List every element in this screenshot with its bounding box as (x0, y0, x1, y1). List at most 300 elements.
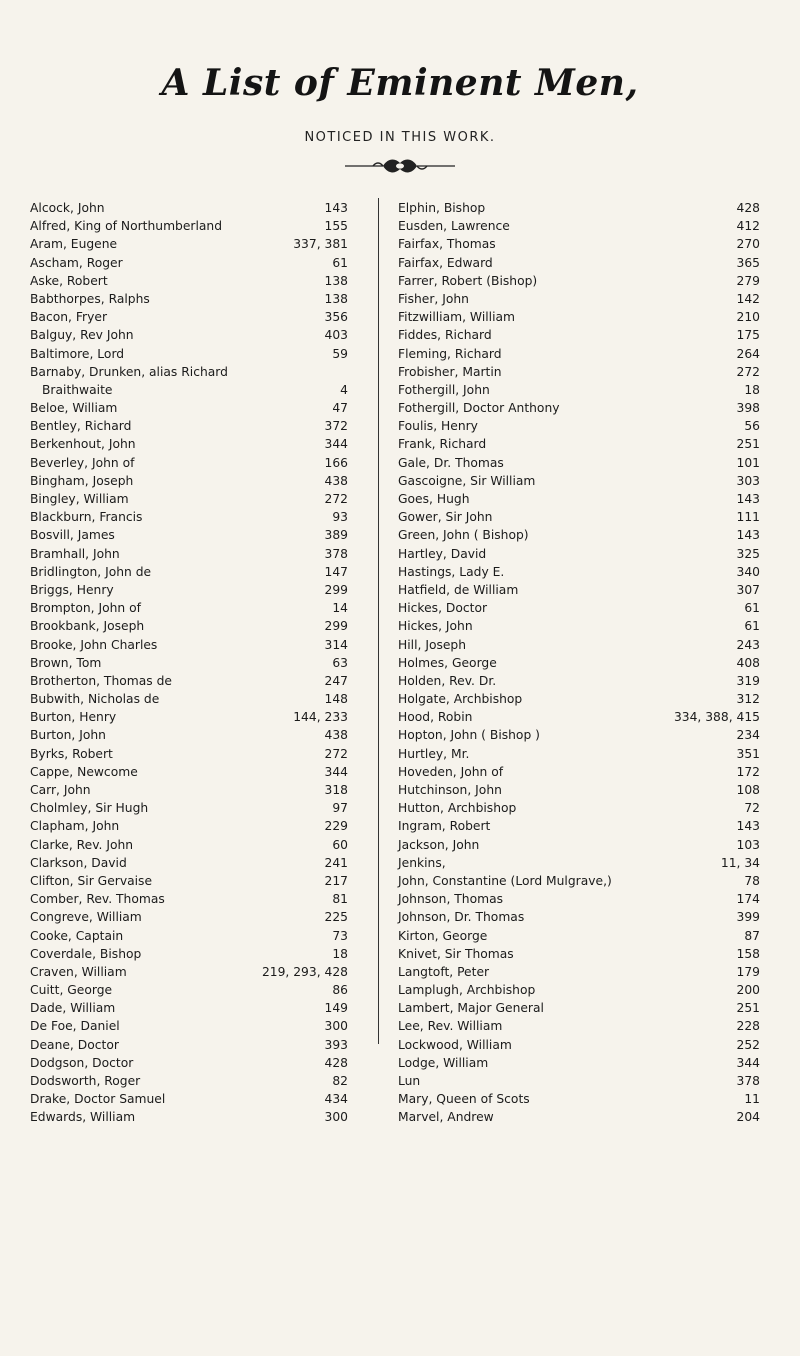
entry-pages: 4 (340, 382, 348, 397)
entry-pages: 86 (332, 983, 348, 998)
index-entry (30, 890, 348, 908)
index-entry (30, 836, 348, 854)
index-entry (30, 563, 348, 581)
entry-name: Langtoft, Peter (398, 964, 490, 979)
index-entry (398, 636, 760, 654)
entry-pages: 337, 381 (293, 237, 348, 252)
entry-pages: 60 (332, 837, 348, 852)
index-entry (30, 508, 348, 526)
index-entry (398, 617, 760, 635)
entry-pages: 241 (324, 855, 348, 870)
entry-pages: 408 (736, 655, 760, 670)
index-entry (30, 417, 348, 435)
entry-name: Bubwith, Nicholas de (30, 692, 160, 707)
entry-pages: 204 (736, 1110, 760, 1125)
entry-name: Johnson, Thomas (398, 892, 504, 907)
entry-name: Green, John ( Bishop) (398, 528, 529, 543)
index-entry (30, 999, 348, 1017)
index-entry (30, 381, 348, 399)
entry-pages: 344 (324, 764, 348, 779)
entry-pages: 319 (736, 673, 760, 688)
entry-pages: 143 (736, 819, 760, 834)
index-entry (398, 581, 760, 599)
entry-pages: 438 (324, 473, 348, 488)
entry-pages: 78 (744, 873, 760, 888)
entry-pages: 81 (332, 892, 348, 907)
entry-name: Elphin, Bishop (398, 201, 486, 215)
column-divider (378, 198, 379, 1044)
index-entry (30, 199, 348, 217)
entry-pages: 300 (324, 1110, 348, 1125)
entry-name: Lambert, Major General (398, 1001, 544, 1016)
entry-name: Clarkson, David (30, 855, 127, 870)
index-entry (30, 817, 348, 835)
index-entry (398, 1108, 760, 1126)
index-entry (30, 545, 348, 563)
index-entry (398, 290, 760, 308)
index-entry (398, 781, 760, 799)
entry-name: Cuitt, George (30, 983, 113, 998)
entry-name: Brompton, John of (30, 601, 141, 616)
entry-name: Aram, Eugene (30, 237, 118, 252)
entry-name: Coverdale, Bishop (30, 946, 142, 961)
index-entry (398, 708, 760, 726)
index-entry (398, 490, 760, 508)
index-entry (398, 345, 760, 363)
scroll-ornament-icon (343, 155, 457, 177)
entry-name: Baltimore, Lord (30, 346, 125, 361)
index-entry (30, 781, 348, 799)
index-entry (398, 545, 760, 563)
entry-name: Dodgson, Doctor (30, 1055, 134, 1070)
index-entry (30, 290, 348, 308)
index-entry (398, 272, 760, 290)
index-entry (398, 435, 760, 453)
entry-name: Hutchinson, John (398, 783, 502, 797)
index-entry (30, 1090, 348, 1108)
entry-name: Beloe, William (30, 401, 118, 416)
index-entry (30, 254, 348, 272)
index-entry (398, 508, 760, 526)
index-entry (398, 1090, 760, 1108)
index-entry (398, 235, 760, 253)
index-entry (30, 908, 348, 926)
entry-pages: 428 (736, 201, 760, 215)
entry-pages: 403 (324, 328, 348, 343)
entry-name: Frobisher, Martin (398, 364, 502, 379)
index-entry (30, 326, 348, 344)
entry-pages: 97 (332, 801, 348, 816)
index-entry (398, 1017, 760, 1035)
entry-name: Bosvill, James (30, 528, 115, 543)
index-entry (30, 617, 348, 635)
index-entry (398, 745, 760, 763)
entry-name: Lee, Rev. William (398, 1019, 503, 1034)
index-entry (30, 399, 348, 417)
index-entry (30, 726, 348, 744)
entry-pages: 166 (324, 455, 348, 470)
entry-pages: 303 (736, 473, 760, 488)
index-entry (398, 472, 760, 490)
entry-name: Cappe, Newcome (30, 764, 138, 779)
index-entry (30, 654, 348, 672)
entry-pages: 174 (736, 892, 760, 907)
entry-pages: 82 (332, 1074, 348, 1088)
entry-pages: 93 (332, 510, 348, 525)
entry-pages: 378 (736, 1074, 760, 1088)
entry-name: Lodge, William (398, 1055, 489, 1070)
entry-name: Clifton, Sir Gervaise (30, 873, 153, 888)
entry-pages: 61 (332, 255, 348, 270)
entry-name: Eusden, Lawrence (398, 219, 510, 234)
index-entry (30, 472, 348, 490)
index-entry (398, 963, 760, 981)
index-entry (30, 672, 348, 690)
entry-pages: 142 (736, 291, 760, 306)
entry-pages: 217 (324, 873, 348, 888)
entry-name: Comber, Rev. Thomas (30, 892, 165, 907)
entry-name: Bingley, William (30, 492, 129, 506)
index-entry (398, 890, 760, 908)
entry-name: Frank, Richard (398, 437, 487, 452)
entry-name: Fairfax, Thomas (398, 237, 496, 252)
index-entry (30, 1036, 348, 1054)
index-entry (398, 854, 760, 872)
index-entry (398, 1054, 760, 1072)
entry-pages: 59 (332, 346, 348, 361)
entry-name: Brooke, John Charles (30, 637, 158, 652)
entry-pages: 264 (736, 346, 760, 361)
index-entry (30, 1072, 348, 1090)
index-entry (398, 1036, 760, 1054)
index-entry (398, 945, 760, 963)
right-index-column (398, 199, 760, 1127)
entry-name: Alfred, King of Northumberland (30, 219, 223, 234)
entry-pages: 252 (736, 1037, 760, 1052)
entry-name: Fiddes, Richard (398, 328, 492, 343)
entry-pages: 393 (324, 1037, 348, 1052)
entry-pages: 312 (736, 692, 760, 707)
index-entry (398, 326, 760, 344)
entry-pages: 299 (324, 619, 348, 634)
index-entry (398, 217, 760, 235)
entry-name: Clarke, Rev. John (30, 837, 134, 852)
index-entry (30, 636, 348, 654)
entry-pages: 172 (736, 764, 760, 779)
entry-name: Dodsworth, Roger (30, 1074, 141, 1088)
index-entry (398, 399, 760, 417)
entry-name: Gascoigne, Sir William (398, 473, 536, 488)
entry-pages: 272 (324, 746, 348, 761)
index-entry (398, 836, 760, 854)
entry-pages: 344 (324, 437, 348, 452)
entry-pages: 234 (736, 728, 760, 743)
entry-pages: 412 (736, 219, 760, 234)
entry-pages: 356 (324, 310, 348, 325)
index-entry (30, 435, 348, 453)
entry-pages: 87 (744, 928, 760, 943)
entry-name: Ingram, Robert (398, 819, 491, 834)
entry-name: Hood, Robin (398, 710, 473, 725)
entry-name: Clapham, John (30, 819, 120, 834)
entry-pages: 389 (324, 528, 348, 543)
index-entry (398, 672, 760, 690)
index-entry (398, 526, 760, 544)
entry-pages: 243 (736, 637, 760, 652)
entry-pages: 251 (736, 437, 760, 452)
entry-name: Hurtley, Mr. (398, 746, 470, 761)
entry-pages: 61 (744, 601, 760, 616)
index-entry (30, 363, 348, 381)
entry-pages: 228 (736, 1019, 760, 1034)
entry-name: Lun (398, 1074, 421, 1088)
entry-name: Farrer, Robert (Bishop) (398, 273, 538, 288)
entry-name: Marvel, Andrew (398, 1110, 494, 1125)
entry-name: Hoveden, John of (398, 764, 504, 779)
index-entry (398, 1072, 760, 1090)
index-entry (30, 799, 348, 817)
index-entry (398, 981, 760, 999)
index-entry (30, 872, 348, 890)
index-entry (398, 454, 760, 472)
entry-name: Jenkins, (398, 855, 446, 870)
index-entry (398, 927, 760, 945)
index-entry (398, 908, 760, 926)
index-entry (30, 1017, 348, 1035)
index-entry (398, 799, 760, 817)
entry-pages: 434 (324, 1092, 348, 1107)
entry-name: Bridlington, John de (30, 564, 152, 579)
index-entry (30, 217, 348, 235)
entry-pages: 438 (324, 728, 348, 743)
entry-name: Gale, Dr. Thomas (398, 455, 504, 470)
entry-pages: 147 (324, 564, 348, 579)
entry-pages: 138 (324, 291, 348, 306)
entry-name: Barnaby, Drunken, alias Richard (30, 364, 228, 379)
entry-name: Gower, Sir John (398, 510, 493, 525)
index-entry (30, 1054, 348, 1072)
entry-pages: 143 (736, 528, 760, 543)
entry-name: Fothergill, John (398, 382, 490, 397)
entry-pages: 143 (324, 201, 348, 215)
entry-pages: 251 (736, 1001, 760, 1016)
entry-name: John, Constantine (Lord Mulgrave,) (398, 873, 612, 888)
entry-pages: 179 (736, 964, 760, 979)
entry-name: Hickes, Doctor (398, 601, 488, 616)
index-entry (30, 745, 348, 763)
index-entry (398, 308, 760, 326)
index-entry (398, 654, 760, 672)
entry-name: Lockwood, William (398, 1037, 512, 1052)
entry-pages: 111 (736, 510, 760, 525)
entry-pages: 219, 293, 428 (261, 964, 348, 979)
index-entry (398, 690, 760, 708)
entry-name: Hartley, David (398, 546, 487, 561)
entry-name: Goes, Hugh (398, 492, 470, 506)
entry-pages: 398 (736, 401, 760, 416)
entry-name: Brown, Tom (30, 655, 102, 670)
entry-pages: 47 (332, 401, 348, 416)
entry-name: Fairfax, Edward (398, 255, 493, 270)
entry-pages: 158 (736, 946, 760, 961)
entry-name: Brookbank, Joseph (30, 619, 145, 634)
index-entry (398, 763, 760, 781)
index-entry (30, 599, 348, 617)
entry-name: Holden, Rev. Dr. (398, 673, 497, 688)
entry-pages: 272 (324, 492, 348, 506)
page-title: A List of Eminent Men, (161, 62, 639, 104)
entry-pages: 378 (324, 546, 348, 561)
entry-pages: 351 (736, 746, 760, 761)
index-entry (398, 872, 760, 890)
entry-pages: 103 (736, 837, 760, 852)
entry-name: Balguy, Rev John (30, 328, 134, 343)
entry-name: Fisher, John (398, 291, 469, 306)
index-entry (30, 581, 348, 599)
index-entry (30, 526, 348, 544)
entry-pages: 11 (744, 1092, 760, 1107)
entry-pages: 144, 233 (293, 710, 348, 725)
entry-pages: 272 (736, 364, 760, 379)
entry-name: Craven, William (30, 964, 127, 979)
entry-name: Bacon, Fryer (30, 310, 107, 325)
entry-pages: 365 (736, 255, 760, 270)
entry-name: Hill, Joseph (398, 637, 467, 652)
index-entry (30, 308, 348, 326)
index-entry (30, 1108, 348, 1126)
index-entry (398, 199, 760, 217)
entry-pages: 334, 388, 415 (673, 710, 760, 725)
entry-pages: 247 (324, 673, 348, 688)
entry-name: Carr, John (30, 783, 91, 797)
entry-name: Briggs, Henry (30, 582, 114, 597)
index-entry (398, 417, 760, 435)
entry-pages: 72 (744, 801, 760, 816)
entry-pages: 340 (736, 564, 760, 579)
entry-name: Cooke, Captain (30, 928, 124, 943)
index-entry (30, 708, 348, 726)
entry-name: Aske, Robert (30, 273, 108, 288)
entry-pages: 229 (324, 819, 348, 834)
index-entry (30, 454, 348, 472)
index-entry (30, 927, 348, 945)
index-entry (398, 599, 760, 617)
entry-name: Congreve, William (30, 910, 142, 925)
entry-pages: 344 (736, 1055, 760, 1070)
entry-pages: 11, 34 (720, 855, 760, 870)
entry-pages: 270 (736, 237, 760, 252)
entry-name: Hopton, John ( Bishop ) (398, 728, 540, 743)
entry-name: Bramhall, John (30, 546, 120, 561)
entry-name: Cholmley, Sir Hugh (30, 801, 149, 816)
page-subtitle: NOTICED IN THIS WORK. (304, 130, 496, 145)
entry-name: Braithwaite (42, 382, 113, 397)
index-entry (30, 981, 348, 999)
index-entry (30, 490, 348, 508)
entry-name: Fitzwilliam, William (398, 310, 515, 325)
entry-pages: 143 (736, 492, 760, 506)
entry-name: Ascham, Roger (30, 255, 123, 270)
entry-name: Byrks, Robert (30, 746, 113, 761)
entry-name: Fleming, Richard (398, 346, 502, 361)
entry-name: Deane, Doctor (30, 1037, 119, 1052)
entry-name: Beverley, John of (30, 455, 135, 470)
index-entry (30, 272, 348, 290)
entry-name: Kirton, George (398, 928, 488, 943)
entry-name: Fothergill, Doctor Anthony (398, 401, 560, 416)
entry-name: Knivet, Sir Thomas (398, 946, 514, 961)
entry-pages: 138 (324, 273, 348, 288)
index-entry (398, 363, 760, 381)
entry-name: Bentley, Richard (30, 419, 132, 434)
entry-name: Holgate, Archbishop (398, 692, 523, 707)
index-entry (30, 763, 348, 781)
entry-name: De Foe, Daniel (30, 1019, 120, 1034)
index-entry (398, 999, 760, 1017)
entry-name: Holmes, George (398, 655, 497, 670)
entry-name: Brotherton, Thomas de (30, 673, 172, 688)
entry-name: Burton, John (30, 728, 106, 743)
entry-name: Bingham, Joseph (30, 473, 134, 488)
entry-pages: 210 (736, 310, 760, 325)
entry-pages: 101 (736, 455, 760, 470)
entry-pages: 155 (324, 219, 348, 234)
entry-name: Hutton, Archbishop (398, 801, 517, 816)
index-entry (398, 254, 760, 272)
entry-pages: 399 (736, 910, 760, 925)
index-entry (30, 235, 348, 253)
entry-pages: 225 (324, 910, 348, 925)
index-entry (398, 381, 760, 399)
entry-pages: 108 (736, 783, 760, 797)
entry-pages: 63 (332, 655, 348, 670)
index-entry (30, 963, 348, 981)
entry-pages: 314 (324, 637, 348, 652)
index-entry (398, 817, 760, 835)
entry-name: Hastings, Lady E. (398, 564, 505, 579)
entry-name: Edwards, William (30, 1110, 136, 1125)
entry-pages: 73 (332, 928, 348, 943)
left-index-column (30, 199, 348, 1127)
entry-pages: 325 (736, 546, 760, 561)
entry-name: Johnson, Dr. Thomas (398, 910, 525, 925)
index-entry (30, 945, 348, 963)
entry-pages: 56 (744, 419, 760, 434)
entry-pages: 14 (332, 601, 348, 616)
index-entry (30, 345, 348, 363)
entry-pages: 299 (324, 582, 348, 597)
entry-pages: 148 (324, 692, 348, 707)
entry-pages: 307 (736, 582, 760, 597)
entry-name: Alcock, John (30, 201, 105, 215)
entry-pages: 149 (324, 1001, 348, 1016)
index-entry (30, 690, 348, 708)
entry-pages: 61 (744, 619, 760, 634)
entry-pages: 18 (332, 946, 348, 961)
entry-pages: 279 (736, 273, 760, 288)
index-entry (30, 854, 348, 872)
entry-name: Foulis, Henry (398, 419, 478, 434)
entry-pages: 200 (736, 983, 760, 998)
entry-pages: 372 (324, 419, 348, 434)
entry-name: Hatfield, de William (398, 582, 519, 597)
entry-name: Jackson, John (398, 837, 480, 852)
entry-name: Hickes, John (398, 619, 473, 634)
index-entry (398, 726, 760, 744)
entry-name: Berkenhout, John (30, 437, 136, 452)
entry-pages: 428 (324, 1055, 348, 1070)
entry-name: Drake, Doctor Samuel (30, 1092, 166, 1107)
